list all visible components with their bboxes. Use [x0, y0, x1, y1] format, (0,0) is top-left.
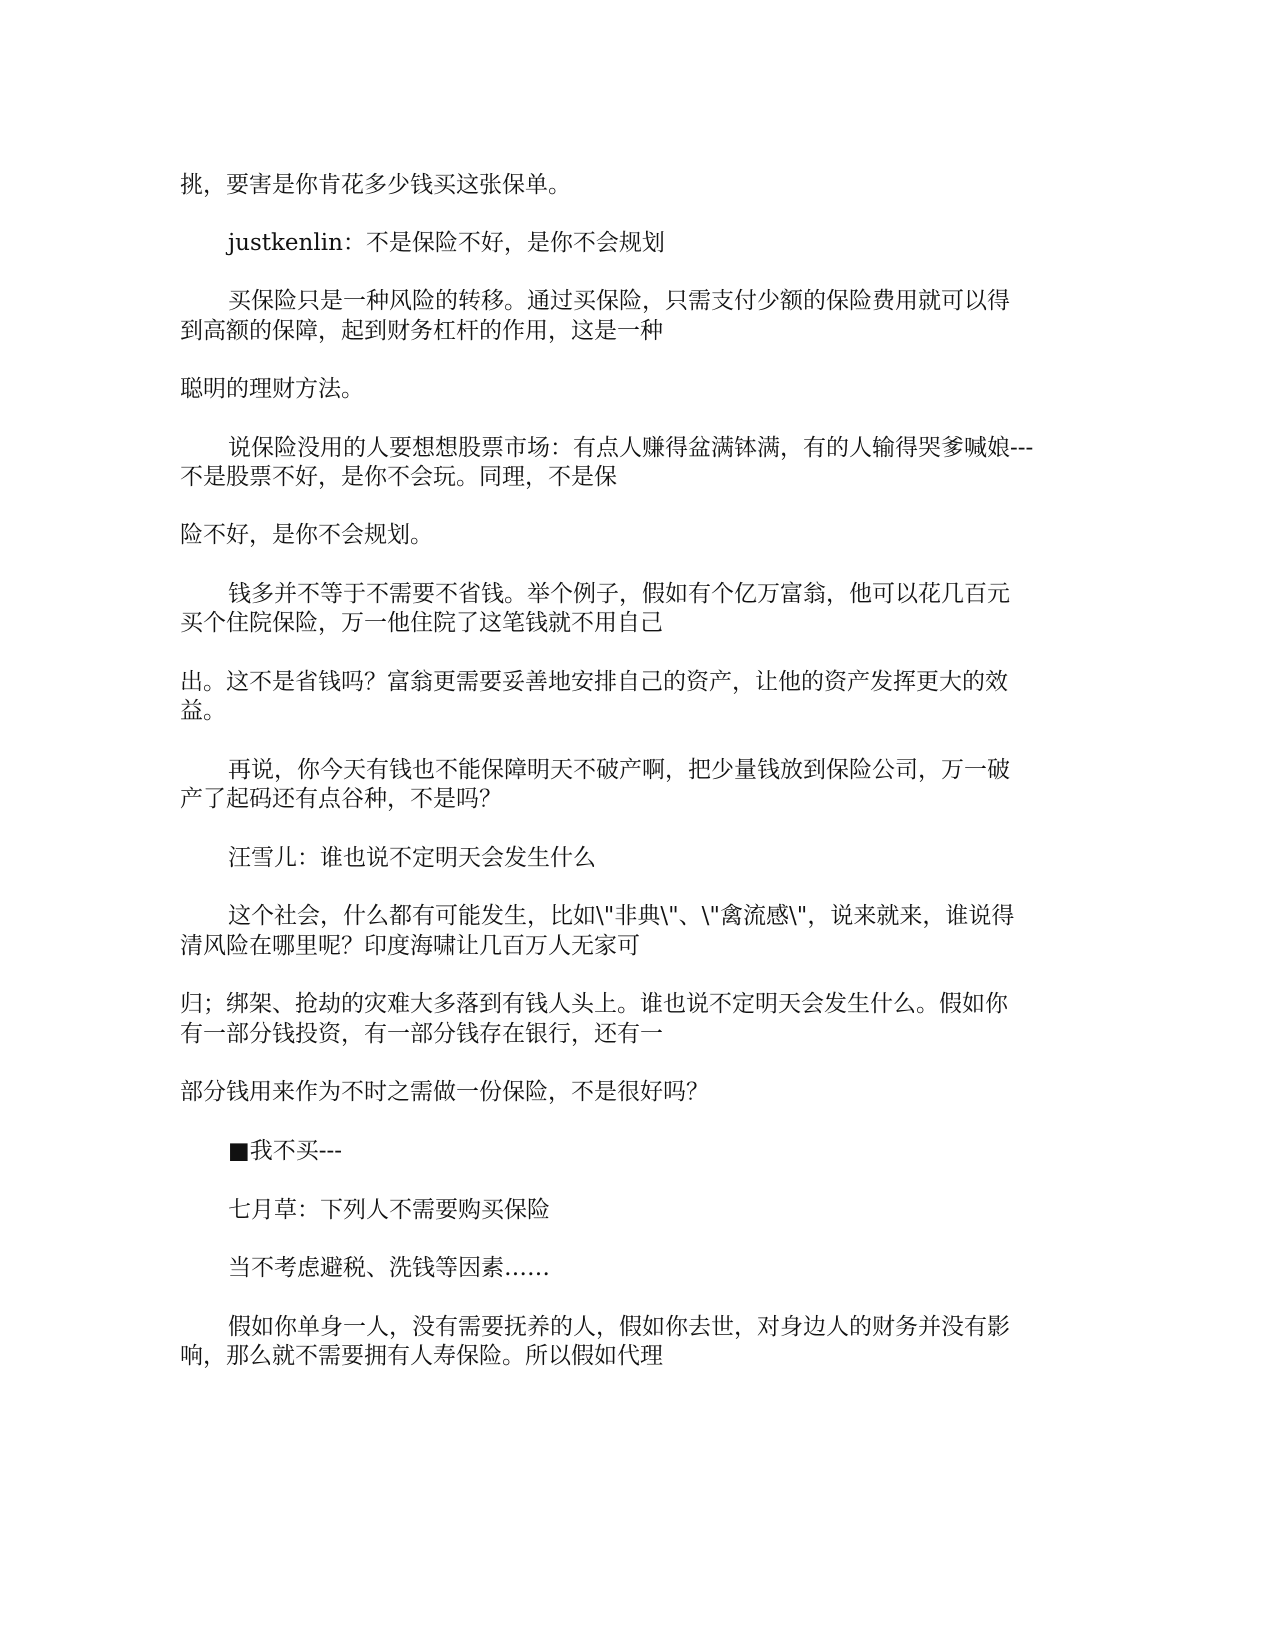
text-line: 七月草：下列人不需要购买保险: [228, 1197, 550, 1223]
text-line: 到高额的保障，起到财务杠杆的作用，这是一种: [180, 318, 663, 344]
text-line: 归；绑架、抢劫的灾难大多落到有钱人头上。谁也说不定明天会发生什么。假如你: [180, 991, 1008, 1017]
text-line: 益。: [180, 698, 226, 724]
text-line: 挑，要害是你肯花多少钱买这张保单。: [180, 172, 571, 198]
text-line: 这个社会，什么都有可能发生，比如\"非典\"、\"禽流感\"，说来就来，谁说得: [228, 903, 1015, 929]
text-line: 汪雪儿：谁也说不定明天会发生什么: [228, 845, 596, 871]
text-line: 出。这不是省钱吗？富翁更需要妥善地安排自己的资产，让他的资产发挥更大的效: [180, 669, 1008, 695]
text-line: 清风险在哪里呢？印度海啸让几百万人无家可: [180, 933, 640, 959]
text-line: 部分钱用来作为不时之需做一份保险，不是很好吗？: [180, 1079, 709, 1105]
text-line: 当不考虑避税、洗钱等因素……: [228, 1255, 550, 1281]
text-line: 有一部分钱投资，有一部分钱存在银行，还有一: [180, 1021, 663, 1047]
text-line: 钱多并不等于不需要不省钱。举个例子，假如有个亿万富翁，他可以花几百元: [228, 581, 1010, 607]
text-line: 买保险只是一种风险的转移。通过买保险，只需支付少额的保险费用就可以得: [228, 288, 1010, 314]
text-line: justkenlin：不是保险不好，是你不会规划: [228, 230, 665, 256]
text-line: 不是股票不好，是你不会玩。同理，不是保: [180, 464, 617, 490]
text-line: 产了起码还有点谷种，不是吗？: [180, 786, 502, 812]
text-line: 说保险没用的人要想想股票市场：有点人赚得盆满钵满，有的人输得哭爹喊娘---: [228, 435, 1034, 461]
text-line: 响，那么就不需要拥有人寿保险。所以假如代理: [180, 1343, 663, 1369]
text-line: 再说，你今天有钱也不能保障明天不破产啊，把少量钱放到保险公司，万一破: [228, 757, 1010, 783]
section-heading: ■我不买---: [228, 1138, 343, 1164]
text-line: 买个住院保险，万一他住院了这笔钱就不用自己: [180, 610, 663, 636]
text-line: 假如你单身一人，没有需要抚养的人，假如你去世，对身边人的财务并没有影: [228, 1314, 1010, 1340]
text-line: 聪明的理财方法。: [180, 376, 364, 402]
text-line: 险不好，是你不会规划。: [180, 522, 433, 548]
